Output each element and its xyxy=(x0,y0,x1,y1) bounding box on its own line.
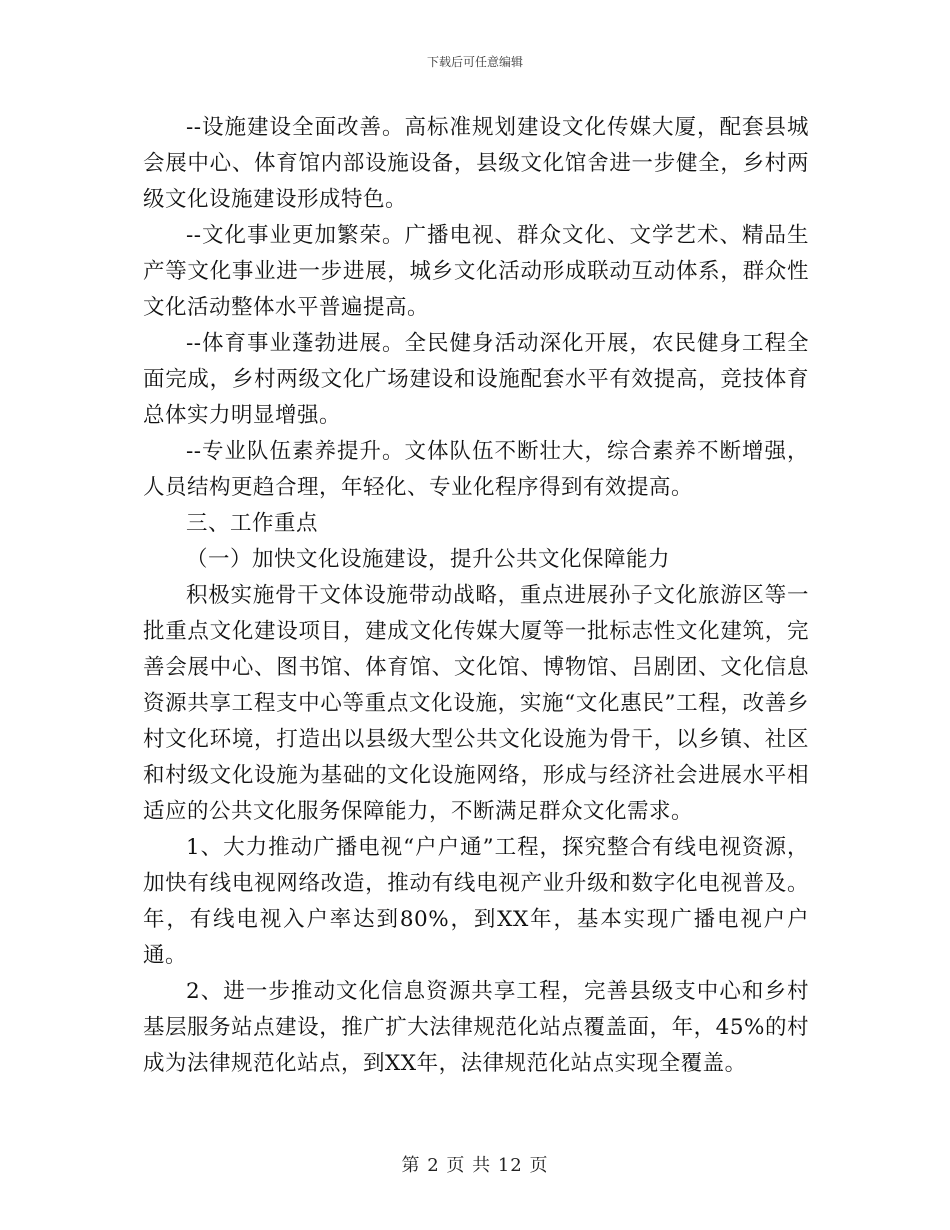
paragraph-culture: --文化事业更加繁荣。广播电视、群众文化、文学艺术、精品生产等文化事业进一步进展，城乡文化活动形成联动互动体系，群众性文化活动整体水平普遍提高。 xyxy=(143,223,809,320)
subsection-heading: （一）加快文化设施建设，提升公共文化保障能力 xyxy=(186,547,671,572)
paragraph-item-1: 1、大力推动广播电视“户户通”工程，探究整合有线电视资源，加快有线电视网络改造，推动有线电视产业升级和数字化电视普及。年，有线电视入户率达到80%，到XX年，基本实现广播电视户户通。 xyxy=(143,835,809,968)
paragraph-facilities: --设施建设全面改善。高标准规划建设文化传媒大厦，配套县城会展中心、体育馆内部设施设备，县级文化馆舍进一步健全，乡村两级文化设施建设形成特色。 xyxy=(143,115,809,212)
section-heading: 三、工作重点 xyxy=(186,511,319,536)
paragraph-team: --专业队伍素养提升。文体队伍不断壮大，综合素养不断增强，人员结构更趋合理，年轻化、专业化程序得到有效提高。 xyxy=(143,439,809,500)
page-header: 下载后可任意编辑 xyxy=(426,55,523,69)
paragraph-item-2: 2、进一步推动文化信息资源共享工程，完善县级支中心和乡村基层服务站点建设，推广扩大法律规范化站点覆盖面，年，45%的村成为法律规范化站点，到XX年，法律规范化站点实现全覆盖。 xyxy=(143,979,809,1076)
document-body xyxy=(143,110,809,1082)
paragraph-infrastructure: 积极实施骨干文体设施带动战略，重点进展孙子文化旅游区等一批重点文化建设项目，建成文化传媒大厦等一批标志性文化建筑，完善会展中心、图书馆、体育馆、文化馆、博物馆、吕剧团、文化信息资源共享工程支中心等重点文化设施，实施“文化惠民”工程，改善乡村文化环境，打造出以县级大型公共文化设施为骨干，以乡镇、社区和村级文化设施为基础的文化设施网络，形成与经济社会进展水平相适应的公共文化服务保障能力，不断满足群众文化需求。 xyxy=(143,583,809,824)
paragraph-sports: --体育事业蓬勃进展。全民健身活动深化开展，农民健身工程全面完成，乡村两级文化广场建设和设施配套水平有效提高，竞技体育总体实力明显增强。 xyxy=(143,331,809,428)
page-number-footer: 第 2 页 共 12 页 xyxy=(401,1155,549,1176)
